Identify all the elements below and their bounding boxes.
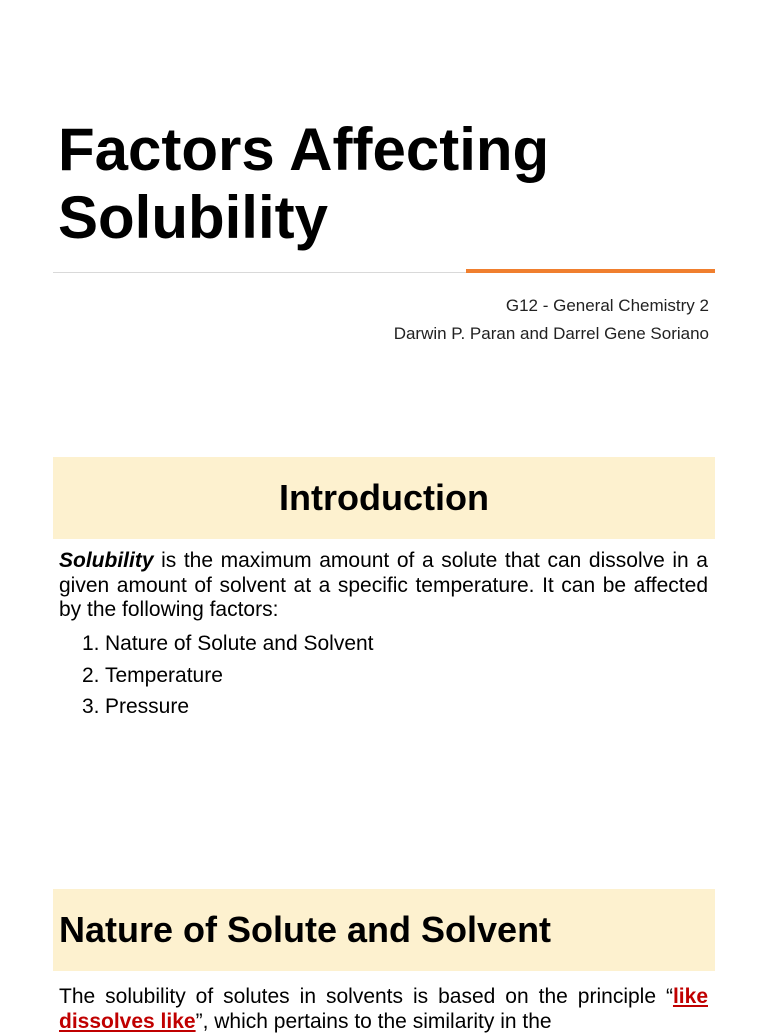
course-label: G12 - General Chemistry 2 [505,296,709,315]
solubility-term: Solubility [59,549,154,572]
list-item-label: Pressure [105,695,190,718]
introduction-heading: Introduction [279,477,489,518]
nature-text-after: ”, which pertains to the similarity in the [195,1009,552,1033]
nature-text-before: The solubility of solutes in solvents is based on the principle “ [59,985,673,1008]
nature-paragraph [59,985,708,1034]
list-item-number: 1. [82,632,100,655]
accent-divider [466,269,715,273]
authors-label: Darwin P. Paran and Darrel Gene Soriano [393,324,709,343]
list-item-number: 2. [82,663,100,687]
list-item-label: Temperature [105,663,223,687]
nature-heading: Nature of Solute and Solvent [59,909,552,950]
page-title: Factors Affecting Solubility [58,116,550,251]
introduction-paragraph [59,549,708,623]
list-item [82,660,374,692]
solubility-definition: is the maximum amount of a solute that can dissolve in a given amount of solvent at a specific temperature. It can be affected by the following factors: [59,549,708,621]
document-meta [394,292,709,348]
list-item-label: Nature of Solute and Solvent [105,632,374,655]
introduction-section-header [53,457,715,539]
list-item [82,628,374,660]
list-item [82,691,374,723]
principle-highlight: like dissolves like [59,985,708,1033]
factors-list [82,628,374,723]
nature-section-header [53,889,715,971]
list-item-number: 3. [82,695,100,718]
